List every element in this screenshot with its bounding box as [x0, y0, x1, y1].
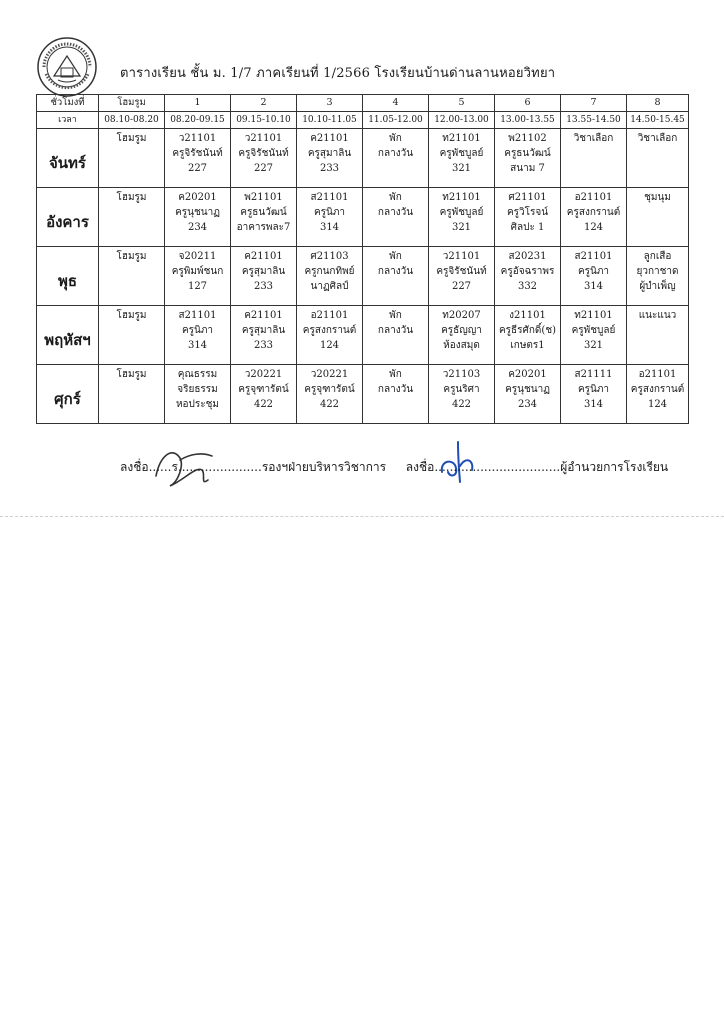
period-header-cell: 2	[231, 95, 297, 112]
class-cell-line: กลางวัน	[377, 384, 414, 395]
class-cell-line: คุณธรรม	[177, 369, 218, 380]
class-cell	[165, 188, 231, 247]
class-cell-line: 234	[517, 399, 538, 410]
class-cell-line: ครูจิรัชนันท์	[436, 266, 487, 277]
class-cell-line: พัก	[389, 133, 402, 144]
class-cell	[561, 365, 627, 424]
day-name	[37, 188, 99, 247]
class-cell-line: ส21101	[310, 192, 349, 203]
timetable	[36, 94, 689, 424]
class-cell	[429, 365, 495, 424]
time-cell: 08.20-09.15	[165, 112, 231, 129]
page-divider	[0, 516, 724, 517]
class-cell-line: ค21101	[310, 133, 349, 144]
class-cell-line: กลางวัน	[377, 207, 414, 218]
class-cell-line: 227	[451, 281, 472, 292]
class-cell-line: ว21101	[244, 133, 283, 144]
class-cell-line: 124	[647, 399, 668, 410]
class-cell-line: พัก	[389, 192, 402, 203]
class-cell-line: 422	[451, 399, 472, 410]
class-cell-line: ชุมนุม	[644, 192, 671, 203]
period-header-cell: 5	[429, 95, 495, 112]
class-cell-line: ว20221	[244, 369, 283, 380]
signature-line	[120, 458, 668, 477]
class-cell	[363, 306, 429, 365]
class-cell	[561, 306, 627, 365]
class-cell	[231, 247, 297, 306]
class-cell-line: ครูสงกรานต์	[302, 325, 357, 336]
day-name	[37, 247, 99, 306]
class-cell	[231, 365, 297, 424]
class-cell-line: ครูธัญญา	[441, 325, 482, 336]
class-cell-line: ครูจิรัชนันท์	[238, 148, 289, 159]
class-cell-line: สนาม 7	[510, 163, 545, 174]
class-cell-line: นาฏศิลป์	[310, 281, 349, 292]
class-cell-line: ครูธีรศักดิ์(ช)	[498, 325, 557, 336]
class-cell	[561, 247, 627, 306]
period-header-cell: 8	[627, 95, 689, 112]
class-cell-line: ครูพัชบูลย์	[571, 325, 616, 336]
class-cell-line: ส21111	[574, 369, 613, 380]
class-cell-line: ครูสุมาลิน	[307, 148, 352, 159]
class-cell-line: พ21101	[244, 192, 283, 203]
class-cell	[429, 129, 495, 188]
class-cell-line: ครูพัชบูลย์	[439, 207, 484, 218]
class-cell	[363, 188, 429, 247]
class-cell-line: ครูกนกทิพย์	[304, 266, 355, 277]
period-header-cell: โฮมรูม	[99, 95, 165, 112]
class-cell-line: ครูนริศา	[443, 384, 480, 395]
class-cell-line: ครูสงกรานต์	[630, 384, 685, 395]
class-cell-line: อ21101	[638, 369, 677, 380]
class-cell-line: 233	[253, 281, 274, 292]
class-cell-line: ง21101	[509, 310, 546, 321]
class-cell	[627, 365, 689, 424]
class-cell-line: 234	[187, 222, 208, 233]
class-cell-line: ศิลปะ 1	[510, 222, 545, 233]
class-cell	[165, 247, 231, 306]
class-cell-line: ครูนิภา	[577, 384, 610, 395]
class-cell	[297, 306, 363, 365]
class-cell	[495, 306, 561, 365]
class-cell-line: 124	[319, 340, 340, 351]
class-cell-line: กลางวัน	[377, 266, 414, 277]
deputy-signature-label: ลงชื่อ......ร......................รองฯฝ่ายบริหารวิชาการ	[120, 460, 387, 474]
class-cell-line: 233	[319, 163, 340, 174]
class-cell	[165, 129, 231, 188]
class-cell-line: ครูพัชบูลย์	[439, 148, 484, 159]
class-cell-line: ค21101	[244, 310, 283, 321]
time-cell: 11.05-12.00	[363, 112, 429, 129]
class-cell	[495, 188, 561, 247]
period-header-cell: 3	[297, 95, 363, 112]
time-row	[37, 112, 689, 129]
class-cell-line: พัก	[389, 310, 402, 321]
class-cell-line: ครูนิภา	[181, 325, 214, 336]
class-cell-line: วิชาเลือก	[573, 133, 614, 144]
class-cell-line: 127	[187, 281, 208, 292]
day-name	[37, 365, 99, 424]
class-cell-line: พัก	[389, 251, 402, 262]
class-cell-line: ค20201	[178, 192, 217, 203]
class-cell	[627, 306, 689, 365]
class-cell	[429, 247, 495, 306]
day-name	[37, 129, 99, 188]
class-cell-line: ครูอัจฉราพร	[500, 266, 555, 277]
day-name-label: ศุกร์	[54, 389, 81, 408]
class-cell	[363, 247, 429, 306]
class-cell-line: ครูนิภา	[577, 266, 610, 277]
day-row	[37, 129, 689, 188]
class-cell	[627, 188, 689, 247]
day-name-label: จันทร์	[49, 153, 86, 172]
day-name-label: พุธ	[57, 271, 78, 290]
class-cell-line: 321	[451, 163, 472, 174]
class-cell	[99, 188, 165, 247]
class-cell-line: ครูสงกรานต์	[566, 207, 621, 218]
class-cell	[495, 247, 561, 306]
class-cell	[99, 306, 165, 365]
class-cell-line: จ20211	[178, 251, 217, 262]
period-header-cell: 1	[165, 95, 231, 112]
class-cell-line: 227	[253, 163, 274, 174]
time-cell: 10.10-11.05	[297, 112, 363, 129]
period-header-cell: ชั่วโมงที่	[37, 95, 99, 112]
period-header-cell: 4	[363, 95, 429, 112]
class-cell	[165, 365, 231, 424]
class-cell-line: เกษตร1	[510, 340, 545, 351]
class-cell-line: 233	[253, 340, 274, 351]
class-cell-line: ครูจุฑารัตน์	[238, 384, 289, 395]
day-name-label: อังคาร	[46, 212, 89, 231]
period-header-cell: 7	[561, 95, 627, 112]
day-row	[37, 247, 689, 306]
class-cell-line: ครูธนวัฒน์	[504, 148, 551, 159]
class-cell-line: โฮมรูม	[116, 133, 147, 144]
time-cell: 13.55-14.50	[561, 112, 627, 129]
class-cell	[231, 188, 297, 247]
class-cell	[99, 365, 165, 424]
class-cell-line: 321	[583, 340, 604, 351]
class-cell-line: แนะแนว	[638, 310, 677, 321]
class-cell-line: ท21101	[574, 310, 613, 321]
class-cell-line: อ21101	[574, 192, 613, 203]
class-cell-line: ครูวิโรจน์	[506, 207, 549, 218]
class-cell-line: 332	[517, 281, 538, 292]
class-cell-line: ผู้บำเพ็ญ	[639, 281, 676, 292]
class-cell-line: กลางวัน	[377, 325, 414, 336]
director-signature-label: ลงชื่อ.................................ผู้อำนวยการโรงเรียน	[405, 460, 669, 474]
day-row	[37, 188, 689, 247]
time-cell: 12.00-13.00	[429, 112, 495, 129]
time-cell: 09.15-10.10	[231, 112, 297, 129]
class-cell	[99, 129, 165, 188]
class-cell-line: โฮมรูม	[116, 192, 147, 203]
class-cell-line: ครูจิรัชนันท์	[172, 148, 223, 159]
class-cell-line: 422	[253, 399, 274, 410]
class-cell-line: ว20221	[310, 369, 349, 380]
class-cell-line: ครูธนวัฒน์	[240, 207, 287, 218]
class-cell	[495, 129, 561, 188]
time-cell: เวลา	[37, 112, 99, 129]
class-cell-line: ว21101	[442, 251, 481, 262]
class-cell-line: ส21101	[574, 251, 613, 262]
day-name	[37, 306, 99, 365]
class-cell	[165, 306, 231, 365]
class-cell-line: 227	[187, 163, 208, 174]
class-cell-line: ครูนุชนาฏ	[175, 207, 220, 218]
document-title: ตารางเรียน ชั้น ม. 1/7 ภาคเรียนที่ 1/2566 โรงเรียนบ้านด่านลานหอยวิทยา	[120, 66, 556, 81]
class-cell-line: ส21101	[178, 310, 217, 321]
class-cell-line: ครูสุมาลิน	[241, 325, 286, 336]
class-cell	[627, 129, 689, 188]
class-cell-line: ครูพิมพ์ชนก	[171, 266, 224, 277]
period-header-row	[37, 95, 689, 112]
class-cell-line: โฮมรูม	[116, 369, 147, 380]
class-cell-line: โฮมรูม	[116, 310, 147, 321]
class-cell-line: 422	[319, 399, 340, 410]
class-cell-line: ว21101	[178, 133, 217, 144]
class-cell	[363, 365, 429, 424]
time-cell: 14.50-15.45	[627, 112, 689, 129]
school-logo	[36, 36, 98, 98]
class-cell	[297, 365, 363, 424]
class-cell-line: 314	[583, 281, 604, 292]
class-cell-line: 321	[451, 222, 472, 233]
class-cell-line: ท20207	[442, 310, 481, 321]
class-cell-line: พัก	[389, 369, 402, 380]
period-header-cell: 6	[495, 95, 561, 112]
class-cell-line: ท21101	[442, 192, 481, 203]
class-cell-line: ค21101	[244, 251, 283, 262]
class-cell	[561, 129, 627, 188]
time-cell: 08.10-08.20	[99, 112, 165, 129]
class-cell-line: ยุวกาชาด	[636, 266, 679, 277]
class-cell	[99, 247, 165, 306]
class-cell-line: 314	[319, 222, 340, 233]
class-cell-line: พ21102	[508, 133, 547, 144]
class-cell	[297, 129, 363, 188]
class-cell-line: ศ21101	[508, 192, 547, 203]
class-cell-line: ครูสุมาลิน	[241, 266, 286, 277]
class-cell-line: หอประชุม	[175, 399, 220, 410]
class-cell-line: ท21101	[442, 133, 481, 144]
class-cell-line: อ21101	[310, 310, 349, 321]
class-cell	[297, 188, 363, 247]
class-cell	[561, 188, 627, 247]
time-cell: 13.00-13.55	[495, 112, 561, 129]
class-cell-line: ลูกเสือ	[643, 251, 672, 262]
class-cell-line: ศ21103	[310, 251, 349, 262]
class-cell-line: ว21103	[442, 369, 481, 380]
class-cell-line: 314	[187, 340, 208, 351]
class-cell-line: ค20201	[508, 369, 547, 380]
class-cell-line: ส20231	[508, 251, 547, 262]
class-cell-line: จริยธรรม	[177, 384, 218, 395]
class-cell-line: 314	[583, 399, 604, 410]
class-cell-line: ครูนิภา	[313, 207, 346, 218]
class-cell-line: ครูจุฑารัตน์	[304, 384, 355, 395]
class-cell	[363, 129, 429, 188]
day-row	[37, 365, 689, 424]
class-cell-line: วิชาเลือก	[637, 133, 678, 144]
day-row	[37, 306, 689, 365]
class-cell	[495, 365, 561, 424]
class-cell-line: ห้องสมุด	[443, 340, 480, 351]
class-cell	[231, 306, 297, 365]
day-name-label: พฤหัสฯ	[44, 330, 91, 349]
class-cell	[429, 188, 495, 247]
class-cell	[231, 129, 297, 188]
class-cell-line: กลางวัน	[377, 148, 414, 159]
class-cell-line: โฮมรูม	[116, 251, 147, 262]
class-cell-line: 124	[583, 222, 604, 233]
class-cell	[429, 306, 495, 365]
class-cell	[627, 247, 689, 306]
class-cell-line: อาคารพละ7	[236, 222, 291, 233]
class-cell-line: ครูนุชนาฏ	[505, 384, 550, 395]
class-cell	[297, 247, 363, 306]
